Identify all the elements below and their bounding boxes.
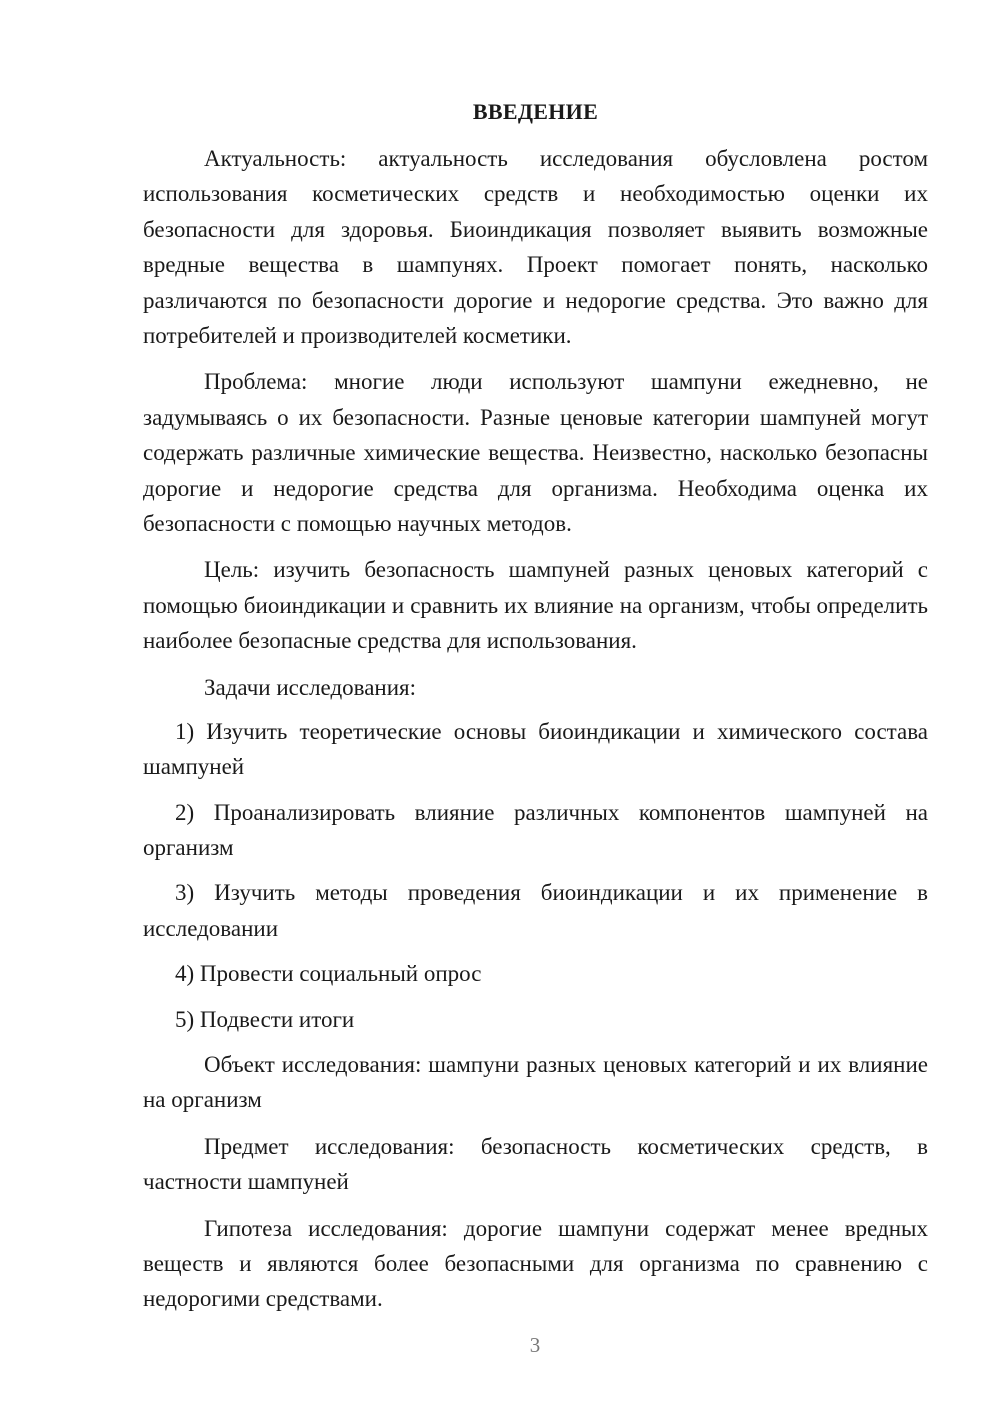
task-item: 4) Провести социальный опрос — [175, 961, 482, 987]
hypothesis-paragraph: Гипотеза исследования: дорогие шампуни содержат менее вредных веществ и являются более безопасными для организма по сравнению с недорогими средствами. — [143, 1215, 928, 1312]
task-item: 5) Подвести итоги — [175, 1006, 355, 1032]
section-title: ВВЕДЕНИЕ — [472, 99, 599, 124]
task-item: 1) Изучить теоретические основы биоиндикации и химического состава шампуней — [143, 718, 928, 780]
task-item: 2) Проанализировать влияние различных компонентов шампуней на организм — [143, 799, 928, 860]
problem-paragraph: Проблема: многие люди используют шампуни ежедневно, не задумываясь о их безопасности. Разные ценовые категории шампуней могут содержать различные химические вещества. Неизвестно, насколько безопасны дорогие и недорогие средства для организма. Необходима оценка их безопасности с помощью научных методов. — [143, 369, 928, 537]
task-item: 3) Изучить методы проведения биоиндикации и их применение в исследовании — [143, 880, 928, 941]
subject-paragraph: Предмет исследования: безопасность косметических средств, в частности шампуней — [143, 1133, 928, 1195]
tasks-heading: Задачи исследования: — [204, 674, 417, 700]
goal-paragraph: Цель: изучить безопасность шампуней разных ценовых категорий с помощью биоиндикации и сравнить их влияние на организм, чтобы определить наиболее безопасные средства для использования. — [143, 557, 928, 654]
page-number: 3 — [529, 1333, 541, 1357]
relevance-paragraph: Актуальность: актуальность исследования обусловлена ростом использования косметических средств и необходимостью оценки их безопасности для здоровья. Биоиндикация позволяет выявить возможные вредные вещества в шампунях. Проект помогает понять, насколько различаются по безопасности дорогие и недорогие средства. Это важно для потребителей и производителей косметики. — [143, 146, 928, 349]
object-paragraph: Объект исследования: шампуни разных ценовых категорий и их влияние на организм — [143, 1051, 928, 1113]
page-content — [143, 94, 928, 1328]
